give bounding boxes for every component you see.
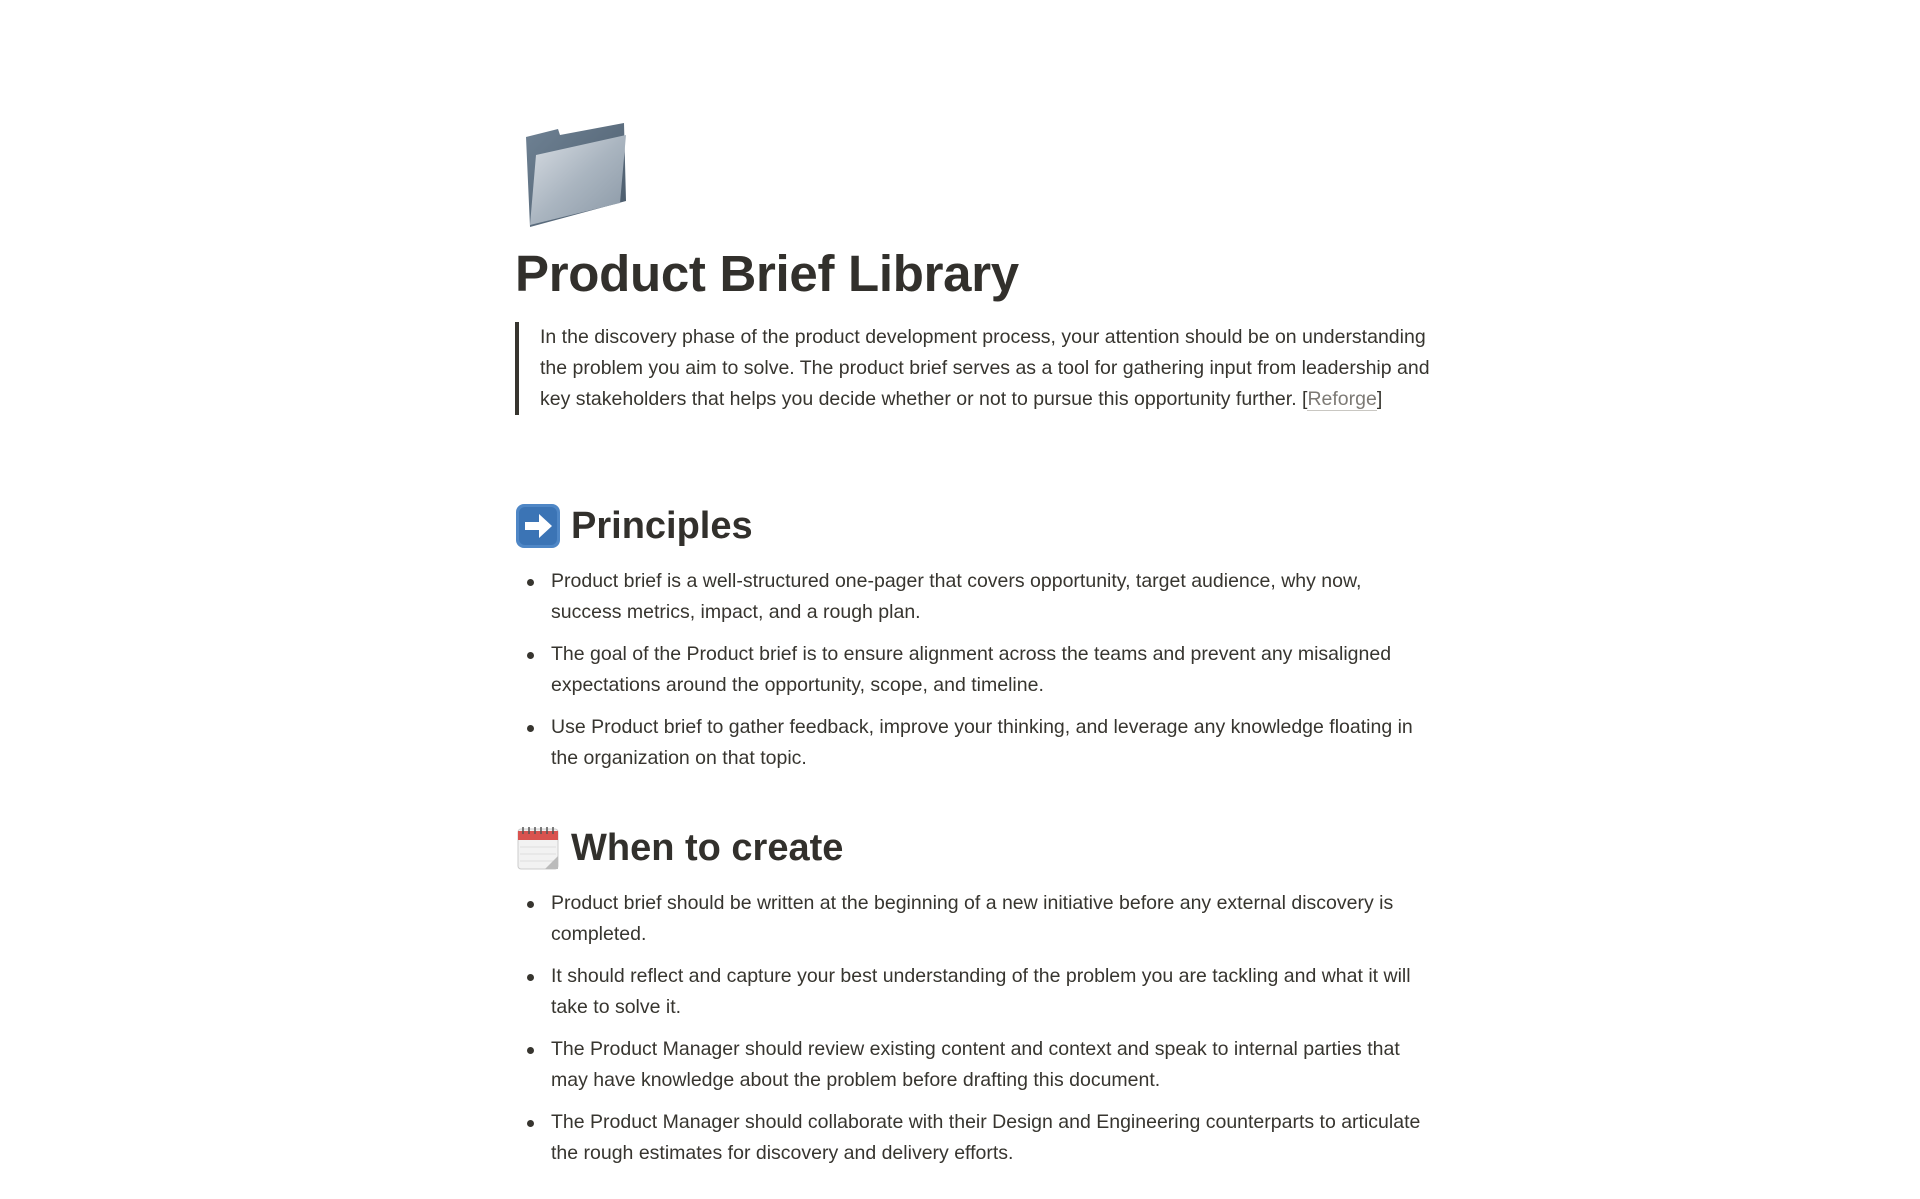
section-heading-principles	[515, 503, 753, 549]
list-item: The goal of the Product brief is to ensure alignment across the teams and prevent any misaligned expectations around the opportunity, scope, and timeline.	[515, 639, 1435, 701]
list-item: The Product Manager should review existing content and context and speak to internal parties that may have knowledge about the problem before drafting this document.	[515, 1034, 1435, 1096]
principles-list	[515, 566, 1435, 785]
heading-text: Principles	[571, 504, 753, 547]
list-item: Use Product brief to gather feedback, improve your thinking, and leverage any knowledge floating in the organization on that topic.	[515, 712, 1435, 774]
when-to-create-list	[515, 888, 1435, 1180]
quote-suffix: ]	[1376, 388, 1383, 410]
list-item: Product brief should be written at the beginning of a new initiative before any external discovery is completed.	[515, 888, 1435, 950]
reforge-link[interactable]: Reforge	[1307, 388, 1377, 410]
section-heading-when-to-create	[515, 825, 843, 871]
quote-text: In the discovery phase of the product development process, your attention should be on understanding the problem you aim to solve. The product brief serves as a tool for gathering input from leadership and key stakeholders that helps you decide whether or not to pursue this opportunity further. [	[540, 326, 1430, 410]
heading-text: When to create	[571, 826, 844, 869]
page-title: Product Brief Library	[515, 245, 1019, 302]
intro-quote	[515, 322, 1440, 415]
list-item: It should reflect and capture your best understanding of the problem you are tackling and what it will take to solve it.	[515, 961, 1435, 1023]
list-item: The Product Manager should collaborate with their Design and Engineering counterparts to articulate the rough estimates for discovery and delivery efforts.	[515, 1107, 1435, 1169]
folder-icon[interactable]	[520, 121, 630, 229]
arrow-right-icon	[515, 503, 561, 549]
list-item: Product brief is a well-structured one-pager that covers opportunity, target audience, why now, success metrics, impact, and a rough plan.	[515, 566, 1435, 628]
calendar-icon	[515, 825, 561, 871]
